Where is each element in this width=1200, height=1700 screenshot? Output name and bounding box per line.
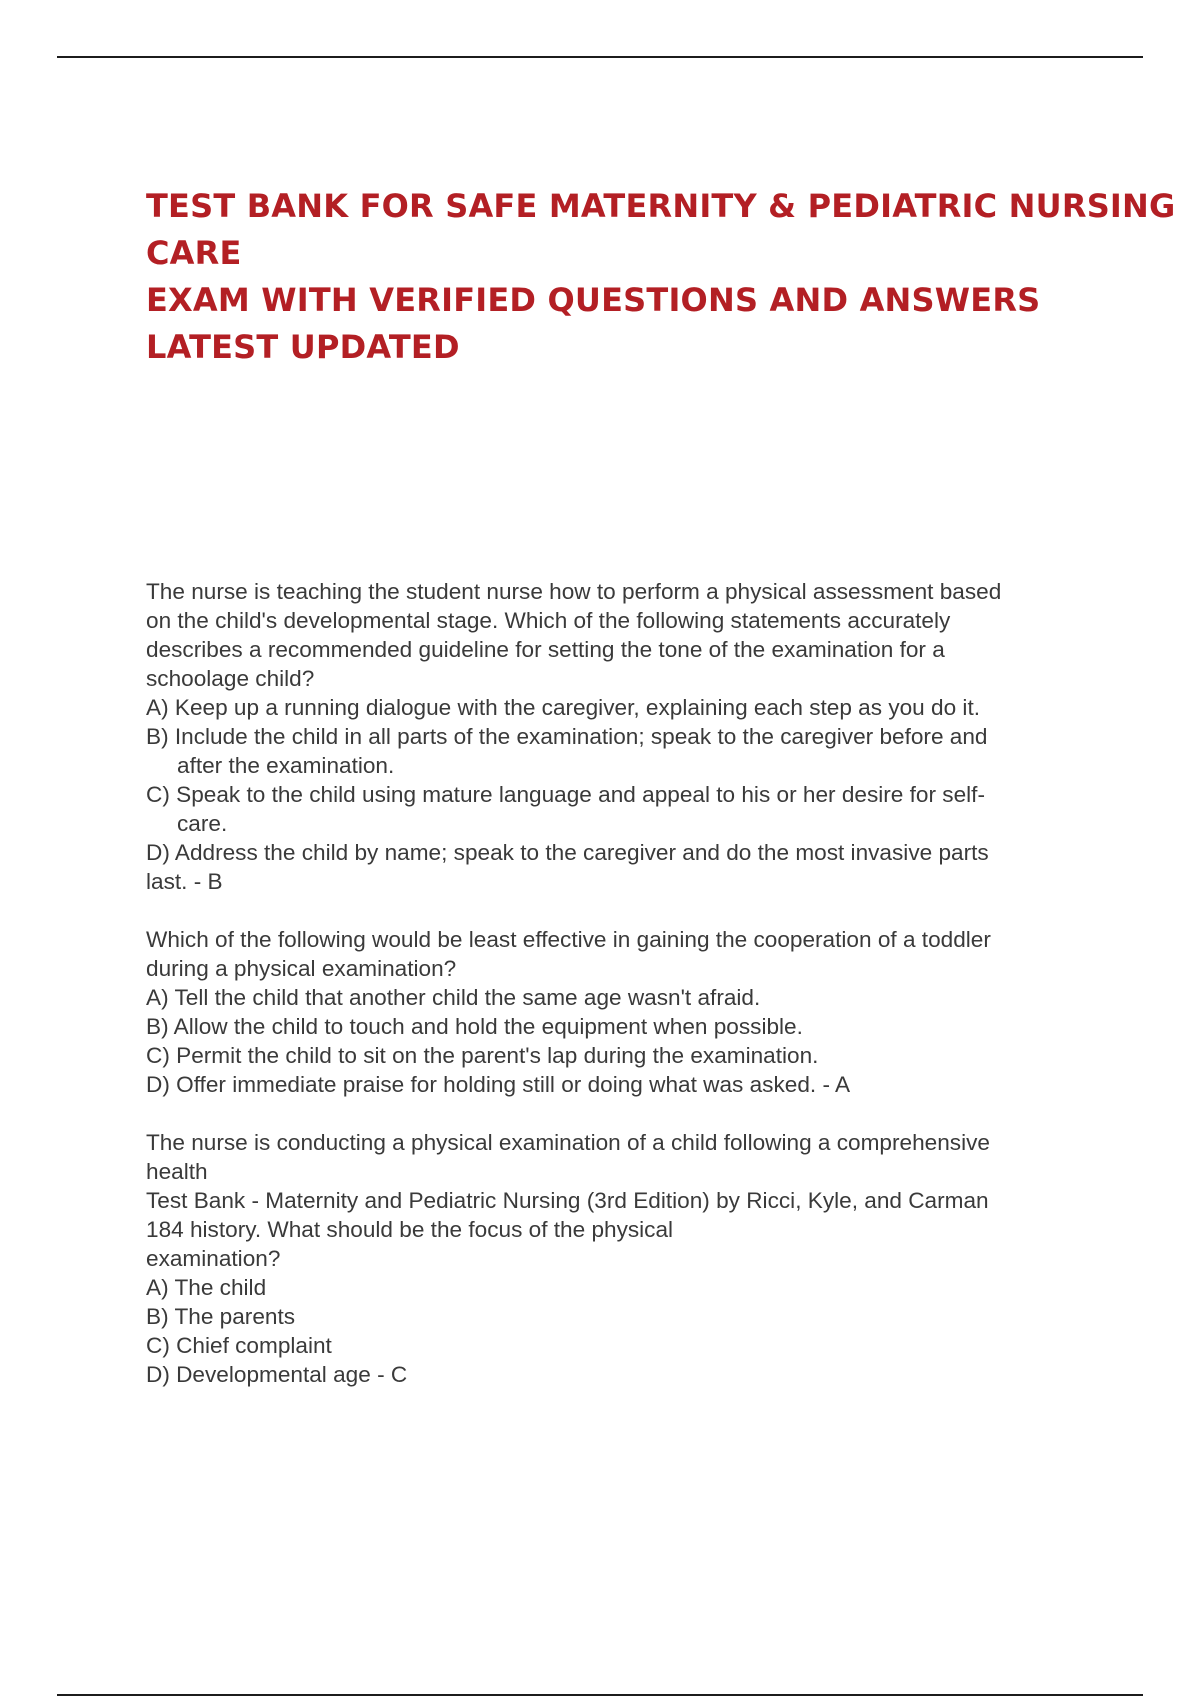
document-title xyxy=(146,183,1176,371)
question-stem-line: examination? xyxy=(146,1246,281,1271)
answer-option-b: B) Allow the child to touch and hold the equipment when possible. xyxy=(146,1014,803,1039)
title-line: TEST BANK FOR SAFE MATERNITY & PEDIATRIC NURSING xyxy=(146,187,1176,225)
answer-option-d: D) Address the child by name; speak to the caregiver and do the most invasive parts xyxy=(146,840,989,865)
top-rule xyxy=(57,56,1143,58)
answer-option-b: B) The parents xyxy=(146,1304,296,1329)
answer-option-b-continued: after the examination. xyxy=(177,753,395,778)
answer-option-b: B) Include the child in all parts of the examination; speak to the caregiver before and xyxy=(146,724,988,749)
answer-option-d: D) Offer immediate praise for holding still or doing what was asked. - A xyxy=(146,1072,851,1097)
answer-option-d-continued: last. - B xyxy=(146,869,223,894)
question-stem-line: during a physical examination? xyxy=(146,956,457,981)
question-stem-line: Which of the following would be least effective in gaining the cooperation of a toddler xyxy=(146,927,991,952)
title-line: LATEST UPDATED xyxy=(146,328,460,366)
answer-option-c: C) Speak to the child using mature language and appeal to his or her desire for self- xyxy=(146,782,985,807)
answer-option-a: A) Keep up a running dialogue with the caregiver, explaining each step as you do it. xyxy=(146,695,981,720)
question-stem-line: 184 history. What should be the focus of the physical xyxy=(146,1217,674,1242)
question-stem-line: health xyxy=(146,1159,208,1184)
answer-option-c: C) Chief complaint xyxy=(146,1333,332,1358)
answer-option-a: A) Tell the child that another child the same age wasn't afraid. xyxy=(146,985,761,1010)
question-stem-line: The nurse is teaching the student nurse how to perform a physical assessment based xyxy=(146,579,1002,604)
question-stem-line: The nurse is conducting a physical examination of a child following a comprehensive xyxy=(146,1130,990,1155)
title-line: EXAM WITH VERIFIED QUESTIONS AND ANSWERS xyxy=(146,281,1041,319)
question-3 xyxy=(146,1128,1086,1389)
question-stem-line: schoolage child? xyxy=(146,666,315,691)
question-stem-line: on the child's developmental stage. Which of the following statements accurately xyxy=(146,608,951,633)
question-stem-line: describes a recommended guideline for setting the tone of the examination for a xyxy=(146,637,945,662)
answer-option-c: C) Permit the child to sit on the parent's lap during the examination. xyxy=(146,1043,819,1068)
question-list xyxy=(146,577,1086,1418)
question-2 xyxy=(146,925,1086,1099)
bottom-rule xyxy=(57,1694,1143,1696)
answer-option-d: D) Developmental age - C xyxy=(146,1362,408,1387)
answer-option-c-continued: care. xyxy=(177,811,228,836)
title-line: CARE xyxy=(146,234,242,272)
question-1 xyxy=(146,577,1086,896)
running-footer-text: Test Bank - Maternity and Pediatric Nursing (3rd Edition) by Ricci, Kyle, and Carman xyxy=(146,1188,989,1213)
answer-option-a: A) The child xyxy=(146,1275,267,1300)
